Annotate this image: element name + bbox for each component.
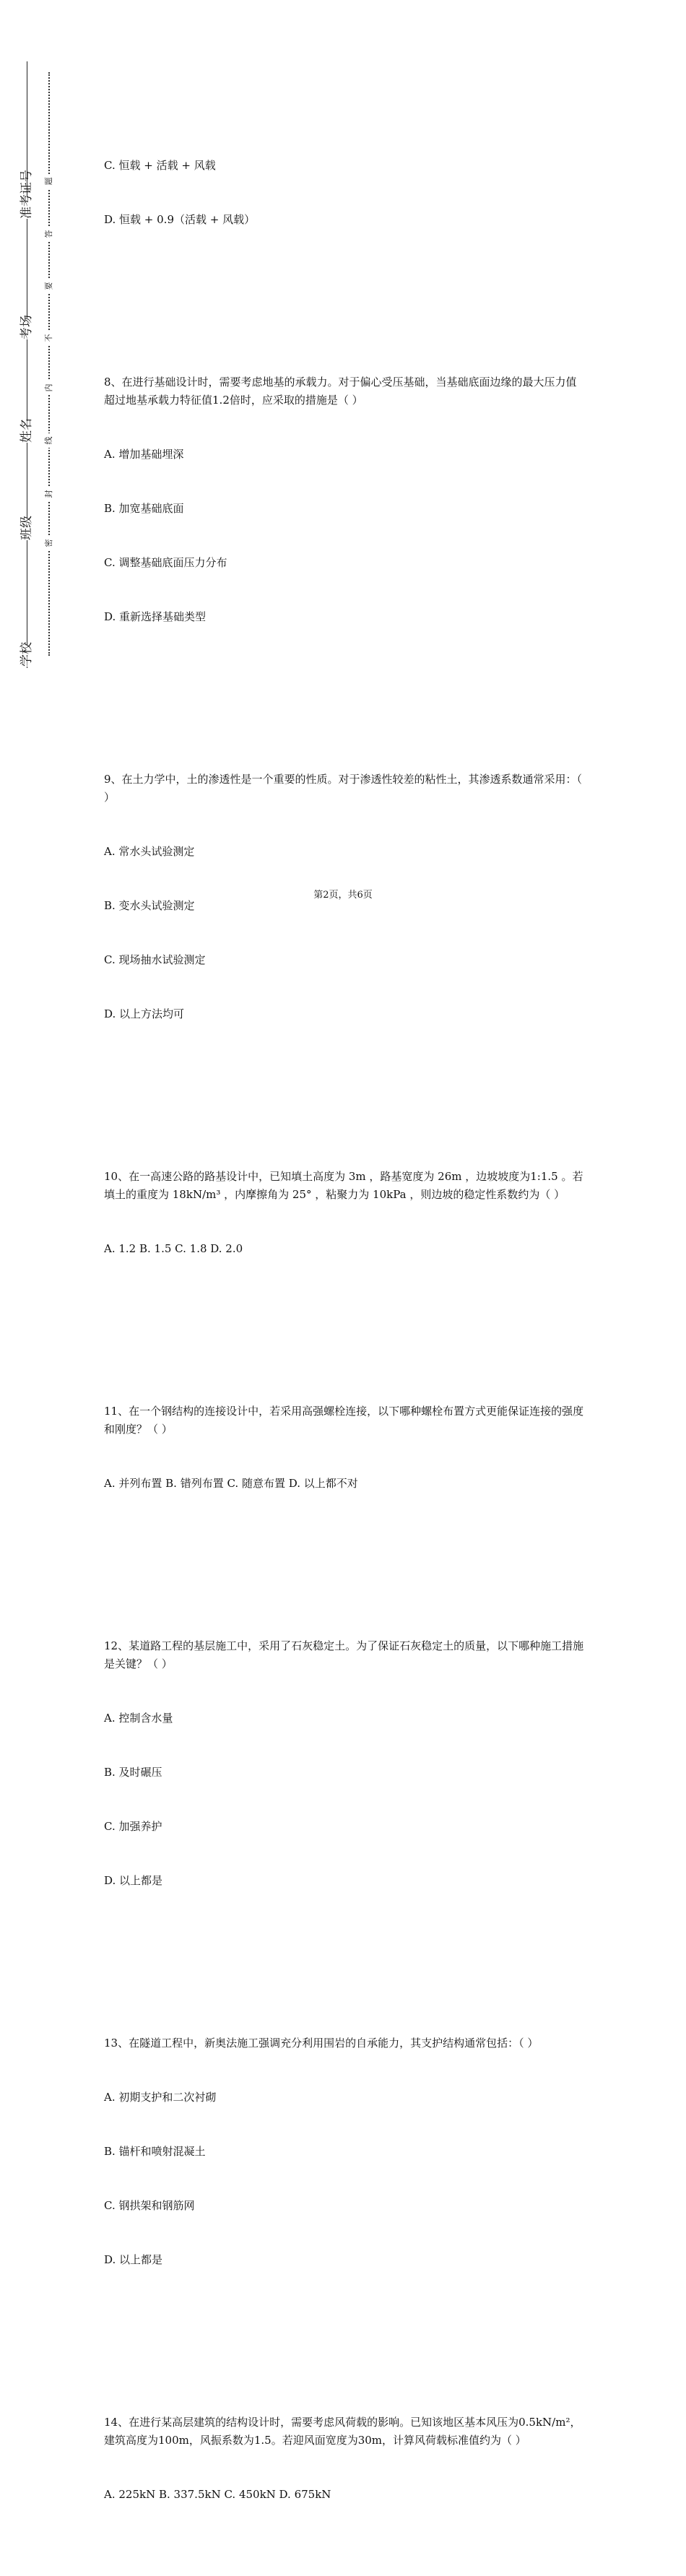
class-field-label: 班级 [16, 519, 38, 540]
seal-char: 内 [43, 381, 55, 395]
option-b: B. 及时碾压 [104, 1766, 162, 1779]
option-d: D. 以上都是 [104, 1874, 163, 1887]
question-text: 9、在土力学中，土的渗透性是一个重要的性质。对于渗透性较差的粘性土，其渗透系数通常采用：（ ） [104, 773, 586, 804]
binding-margin [0, 0, 79, 971]
option-d: D. 以上方法均可 [104, 1007, 185, 1020]
option-d: D. 重新选择基础类型 [104, 610, 207, 623]
question-text: 10、在一高速公路的路基设计中，已知填土高度为 3m ，路基宽度为 26m ，边坡坡度为1:1.5 。若填土的重度为 18kN/m³ ，内摩擦角为 25° ，粘聚力为 10kPa ，则边坡的稳定性系数约为（ ） [104, 1170, 583, 1201]
option-a: A. 增加基础埋深 [104, 448, 184, 461]
seal-char: 题 [43, 174, 55, 188]
option-c: C. 钢拱架和钢筋网 [104, 2199, 195, 2212]
question-text: 11、在一个钢结构的连接设计中，若采用高强螺栓连接，以下哪种螺栓布置方式更能保证连接的强度和刚度？（ ） [104, 1405, 584, 1436]
question-text: 8、在进行基础设计时，需要考虑地基的承载力。对于偏心受压基础，当基础底面边缘的最大压力值超过地基承载力特征值1.2倍时，应采取的措施是（ ） [104, 376, 577, 407]
question-text: 12、某道路工程的基层施工中，采用了石灰稳定土。为了保证石灰稳定土的质量，以下哪种施工措施是关键？（ ） [104, 1639, 584, 1670]
option-b: B. 锚杆和喷射混凝土 [104, 2145, 206, 2158]
option-b: B. 变水头试验测定 [104, 899, 195, 912]
school-field-label: 学校 [16, 645, 38, 667]
option-c: C. 恒载 + 活载 + 风载 [104, 159, 216, 172]
name-field-label: 姓名 [16, 421, 38, 443]
question-13 [104, 1998, 585, 2305]
option-a: A. 控制含水量 [104, 1712, 173, 1725]
seal-char: 封 [43, 487, 55, 501]
option-c: C. 调整基础底面压力分布 [104, 556, 227, 569]
options-line: A. 225kN B. 337.5kN C. 450kN D. 675kN [104, 2488, 331, 2501]
page-number-footer: 第2页，共6页 [313, 890, 373, 901]
question-text: 13、在隧道工程中，新奥法施工强调充分利用围岩的自承能力，其支护结构通常包括：（ ） [104, 2037, 539, 2050]
seal-char: 密 [43, 536, 55, 550]
exam-room-field-label: 考场 [16, 318, 38, 339]
question-11 [104, 1366, 585, 1529]
seal-dotted-line [48, 72, 50, 656]
options-line: A. 并列布置 B. 错列布置 C. 随意布置 D. 以上都不对 [104, 1477, 358, 1490]
seal-char: 答 [43, 227, 55, 241]
exam-id-field-label: 准考证号 [16, 197, 38, 219]
question-14 [104, 2377, 585, 2540]
options-line: A. 1.2 B. 1.5 C. 1.8 D. 2.0 [104, 1242, 243, 1255]
seal-char: 线 [43, 433, 55, 448]
option-b: B. 加宽基础底面 [104, 502, 184, 515]
option-c: C. 现场抽水试验测定 [104, 953, 206, 966]
question-12 [104, 1601, 585, 1926]
continued-options [104, 121, 585, 265]
option-a: A. 常水头试验测定 [104, 845, 195, 858]
seal-char: 要 [43, 279, 55, 293]
question-8 [104, 337, 585, 662]
option-d: D. 以上都是 [104, 2253, 163, 2266]
option-a: A. 初期支护和二次衬砌 [104, 2091, 217, 2104]
question-10 [104, 1132, 585, 1294]
question-text: 14、在进行某高层建筑的结构设计时，需要考虑风荷载的影响。已知该地区基本风压为0.5kN/m²，建筑高度为100m，风振系数为1.5。若迎风面宽度为30m，计算风荷载标准值约为（ ） [104, 2416, 581, 2447]
question-content [104, 84, 585, 2576]
option-d: D. 恒载 + 0.9（活载 + 风载） [104, 213, 256, 226]
option-c: C. 加强养护 [104, 1820, 162, 1833]
seal-char: 不 [43, 331, 55, 345]
